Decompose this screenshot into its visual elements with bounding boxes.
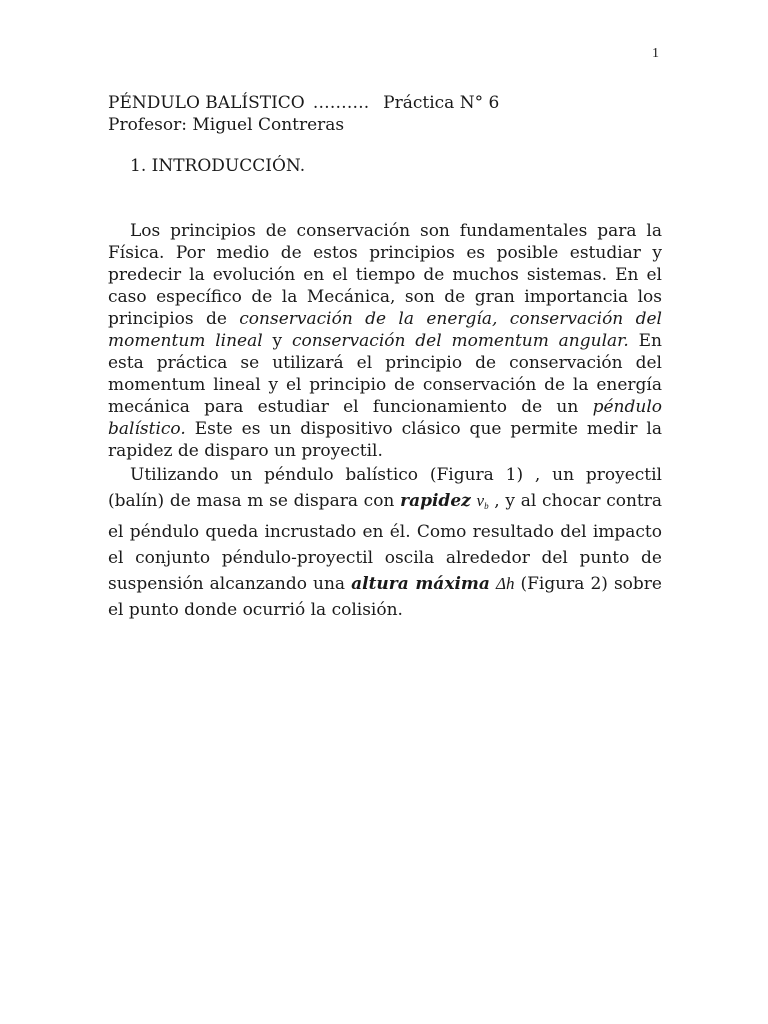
body-text <box>108 220 662 623</box>
paragraph-2 <box>108 462 662 623</box>
page-number: 1 <box>652 46 659 61</box>
section-heading: 1. INTRODUCCIÓN. <box>130 156 306 176</box>
p2-text-1: Utilizando un péndulo balístico (Figura 1) , un proyectil (balín) de masa m se dispara con <box>108 465 662 511</box>
velocity-symbol: $v_b$ <box>476 491 489 511</box>
p1-text-1: Los principios de conservación son fundamentales para la Física. Por medio de estos principios es posible estudiar y predecir la evolución en el tiempo de muchos sistemas. En el caso específico de la Mecánica, son de gran importancia los principios de <box>108 221 662 329</box>
delta-h-symbol: Δh <box>495 574 515 593</box>
paragraph-1 <box>108 220 662 462</box>
document-header <box>108 92 499 136</box>
p2-text-2: , y al chocar contra el péndulo queda incrustado en él. Como resultado del impacto el conjunto péndulo-proyectil oscila alrededor del punto de suspensión alcanzando una <box>108 491 663 594</box>
p2-strong-rapidez: rapidez <box>400 491 471 511</box>
p2-text-3: (Figura 2) sobre el punto donde ocurrió la colisión. <box>108 574 662 620</box>
velocity-subscript: b <box>484 501 489 511</box>
p1-emphasis-3: péndulo balístico. <box>108 397 662 439</box>
document-title: PÉNDULO BALÍSTICO <box>108 93 305 113</box>
professor-name: Profesor: Miguel Contreras <box>108 115 345 135</box>
practice-number: Práctica N° 6 <box>383 93 500 113</box>
p1-emphasis-2: conservación del momentum angular. <box>291 331 629 351</box>
title-dots: ………. <box>312 93 370 113</box>
title-line <box>108 92 499 114</box>
p1-text-3: En esta práctica se utilizará el principio de conservación del momentum lineal y el principio de conservación de la energía mecánica para estudiar el funcionamiento de un <box>108 331 663 417</box>
p1-text-2: y <box>262 331 292 351</box>
p1-text-4: Este es un dispositivo clásico que permite medir la rapidez de disparo un proyectil. <box>108 419 662 461</box>
p2-strong-altura: altura máxima <box>351 574 490 594</box>
p1-emphasis-1: conservación de la energía, conservación del momentum lineal <box>108 309 662 351</box>
